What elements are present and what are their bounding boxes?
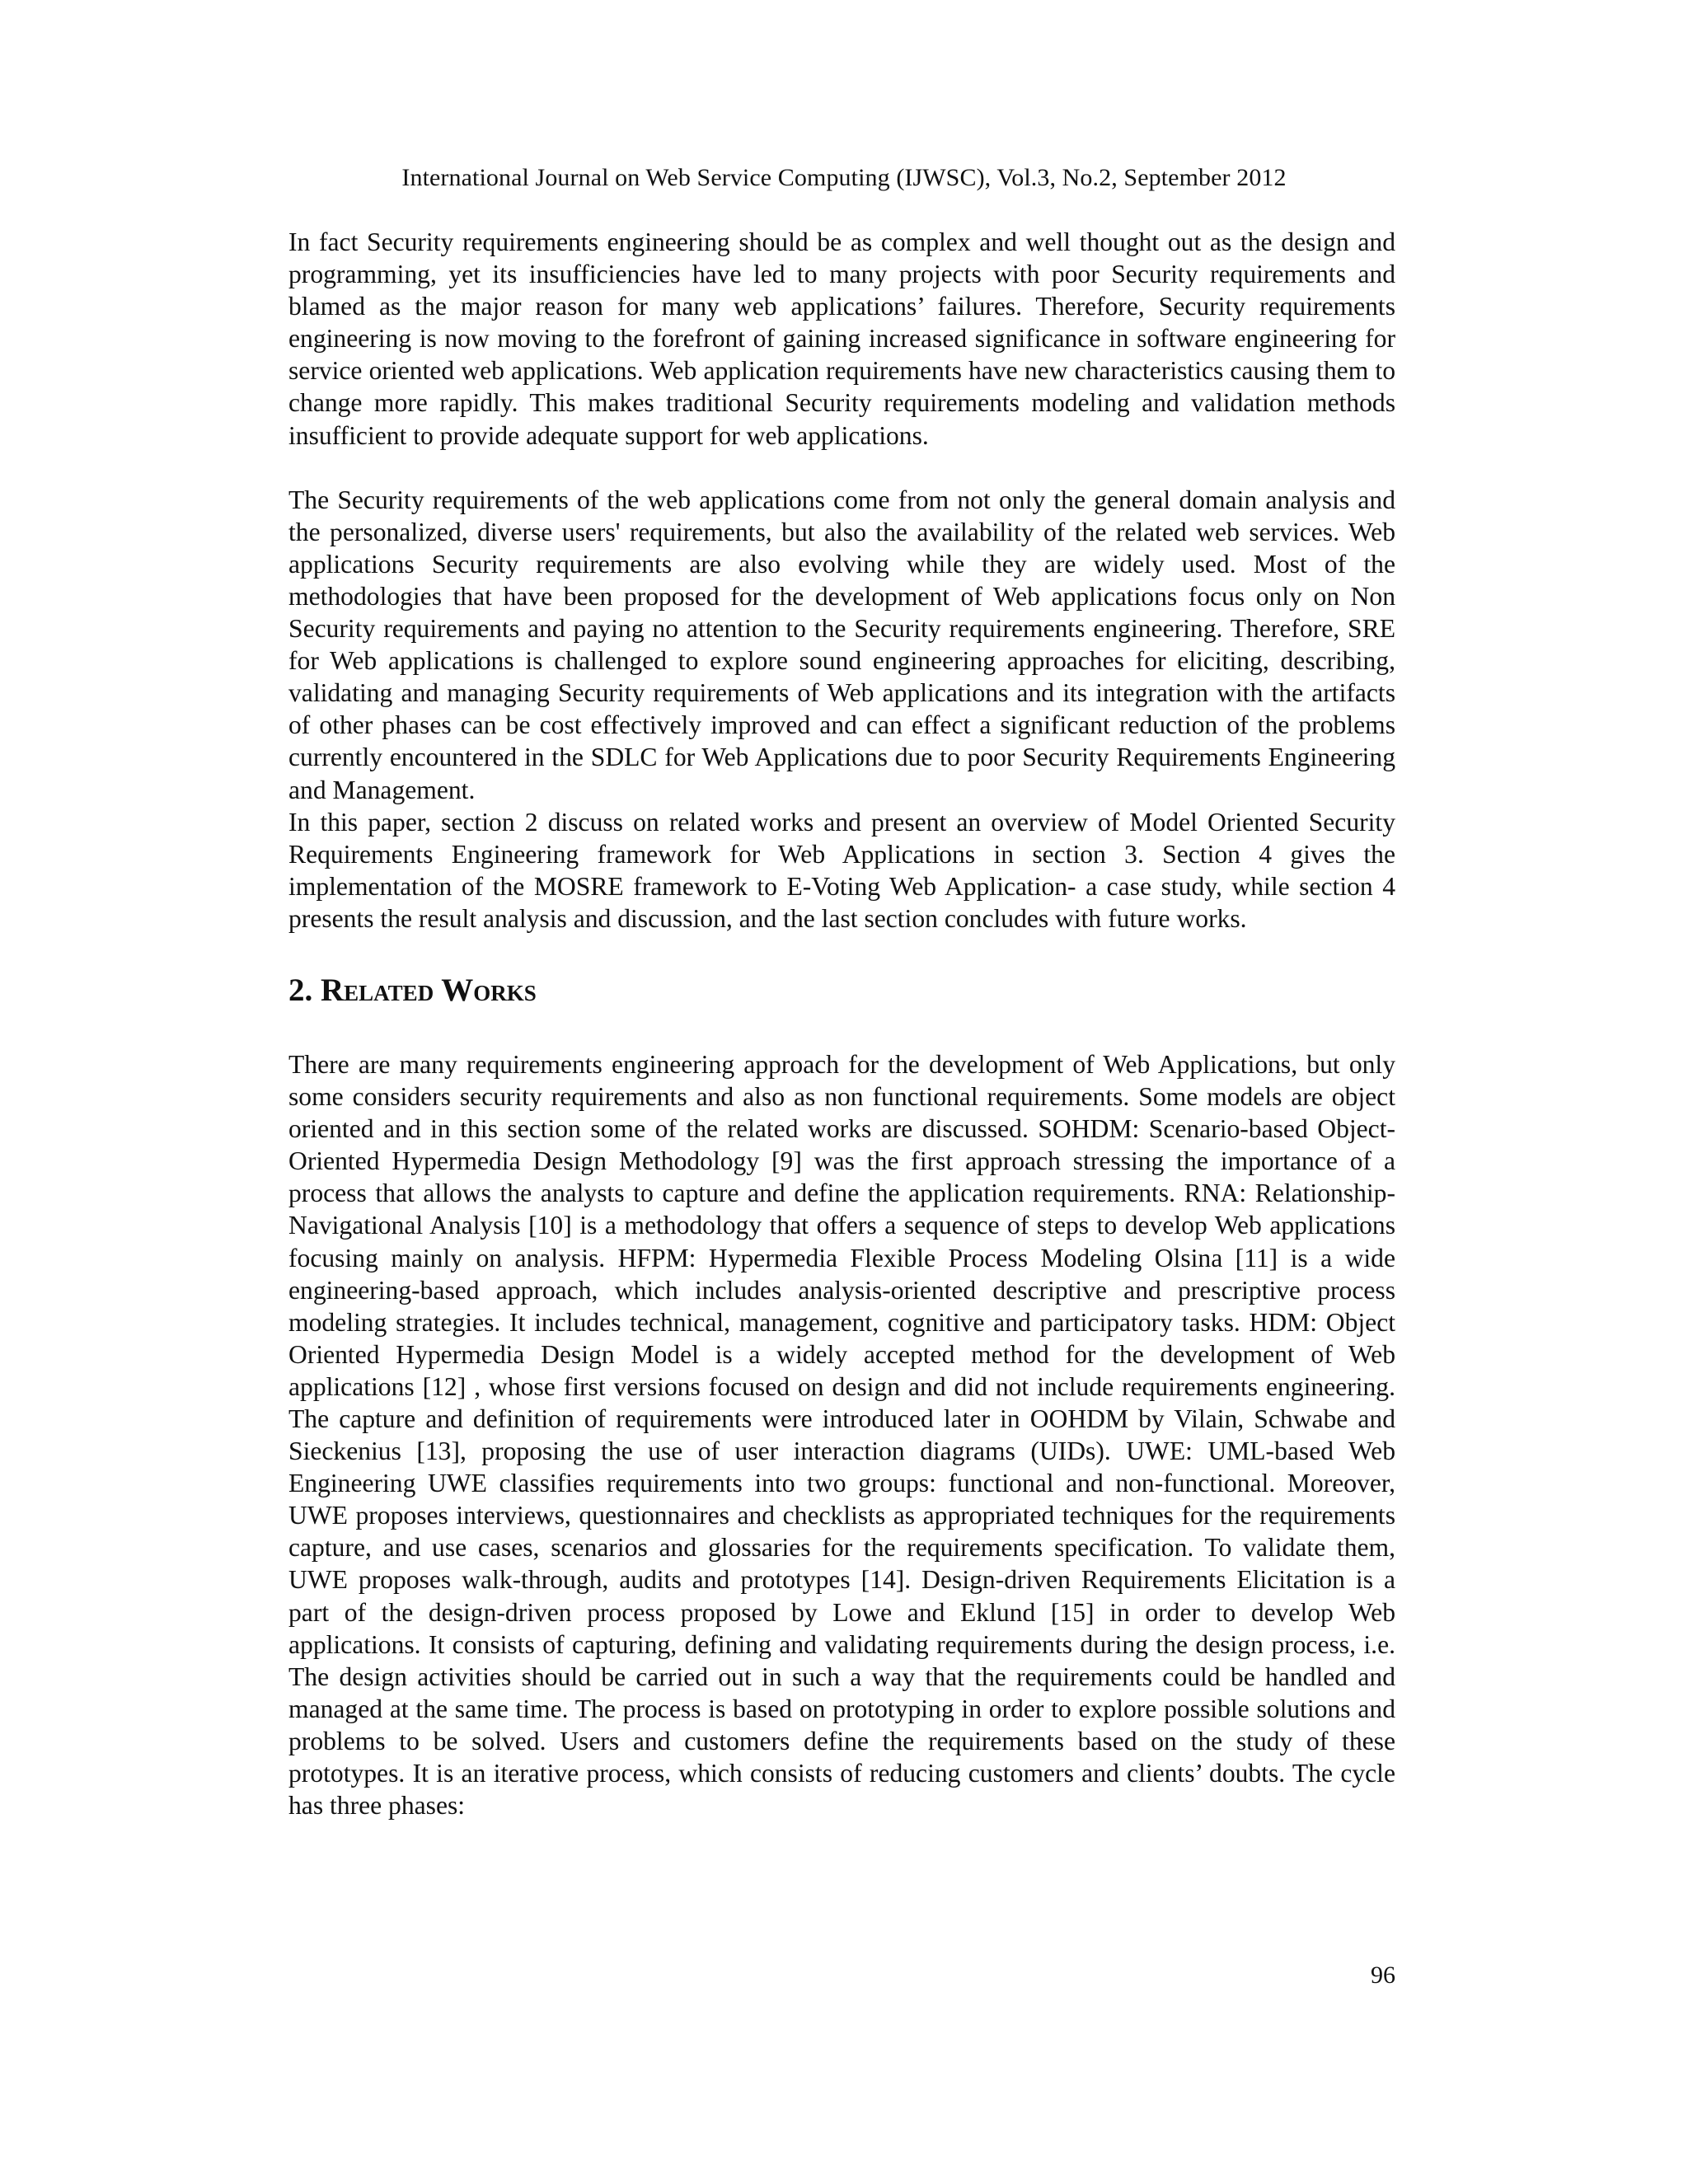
section-number: 2. xyxy=(288,972,313,1008)
paragraph-intro-1: In fact Security requirements engineering should be as complex and well thought out as the design and programming, yet its insufficiencies have led to many projects with poor Security requirements and blamed as the major reason for many web applications’ failures. Therefore, Security requirements engineering is now moving to the forefront of gaining increased significance in software engineering for service oriented web applications. Web application requirements have new characteristics causing them to change more rapidly. This makes traditional Security requirements modeling and validation methods insufficient to provide adequate support for web applications. xyxy=(288,227,1395,450)
section-heading xyxy=(288,971,1395,1010)
page-number: 96 xyxy=(1371,1961,1395,1989)
section-title: Related Works xyxy=(321,972,537,1008)
paragraph-related-works: There are many requirements engineering approach for the development of Web Applications, but only some considers security requirements and also as non functional requirements. Some models are object oriented and in this section some of the related works are discussed. SOHDM: Scenario-based Object-Oriented Hypermedia Design Methodology [9] was the first approach stressing the importance of a process that allows the analysts to capture and define the application requirements. RNA: Relationship-Navigational Analysis [10] is a methodology that offers a sequence of steps to develop Web applications focusing mainly on analysis. HFPM: Hypermedia Flexible Process Modeling Olsina [11] is a wide engineering-based approach, which includes analysis-oriented descriptive and prescriptive process modeling strategies. It includes technical, management, cognitive and participatory tasks. HDM: Object Oriented Hypermedia Design Model is a widely accepted method for the development of Web applications [12] , whose first versions focused on design and did not include requirements engineering. The capture and definition of requirements were introduced later in OOHDM by Vilain, Schwabe and Sieckenius [13], proposing the use of user interaction diagrams (UIDs). UWE: UML-based Web Engineering UWE classifies requirements into two groups: functional and non-functional. Moreover, UWE proposes interviews, questionnaires and checklists as appropriated techniques for the requirements capture, and use cases, scenarios and glossaries for the requirements specification. To validate them, UWE proposes walk-through, audits and prototypes [14]. Design-driven Requirements Elicitation is a part of the design-driven process proposed by Lowe and Eklund [15] in order to develop Web applications. It consists of capturing, defining and validating requirements during the design process, i.e. The design activities should be carried out in such a way that the requirements could be handled and managed at the same time. The process is based on prototyping in order to explore possible solutions and problems to be solved. Users and customers define the requirements based on the study of these prototypes. It is an iterative process, which consists of reducing customers and clients’ doubts. The cycle has three phases: xyxy=(288,1049,1395,1821)
paragraph-intro-3: In this paper, section 2 discuss on related works and present an overview of Model Oriented Security Requirements Engineering framework for Web Applications in section 3. Section 4 gives the implementation of the MOSRE framework to E-Voting Web Application- a case study, while section 4 presents the result analysis and discussion, and the last section concludes with future works. xyxy=(288,807,1395,933)
body-text xyxy=(288,226,1395,1821)
running-header: International Journal on Web Service Computing (IJWSC), Vol.3, No.2, September 2012 xyxy=(401,164,1287,191)
paragraph-intro-2: The Security requirements of the web applications come from not only the general domain analysis and the personalized, diverse users' requirements, but also the availability of the related web services. Web applications Security requirements are also evolving while they are widely used. Most of the methodologies that have been proposed for the development of Web applications focus only on Non Security requirements and paying no attention to the Security requirements engineering. Therefore, SRE for Web applications is challenged to explore sound engineering approaches for eliciting, describing, validating and managing Security requirements of Web applications and its integration with the artifacts of other phases can be cost effectively improved and can effect a significant reduction of the problems currently encountered in the SDLC for Web Applications due to poor Security Requirements Engineering and Management. xyxy=(288,485,1395,804)
